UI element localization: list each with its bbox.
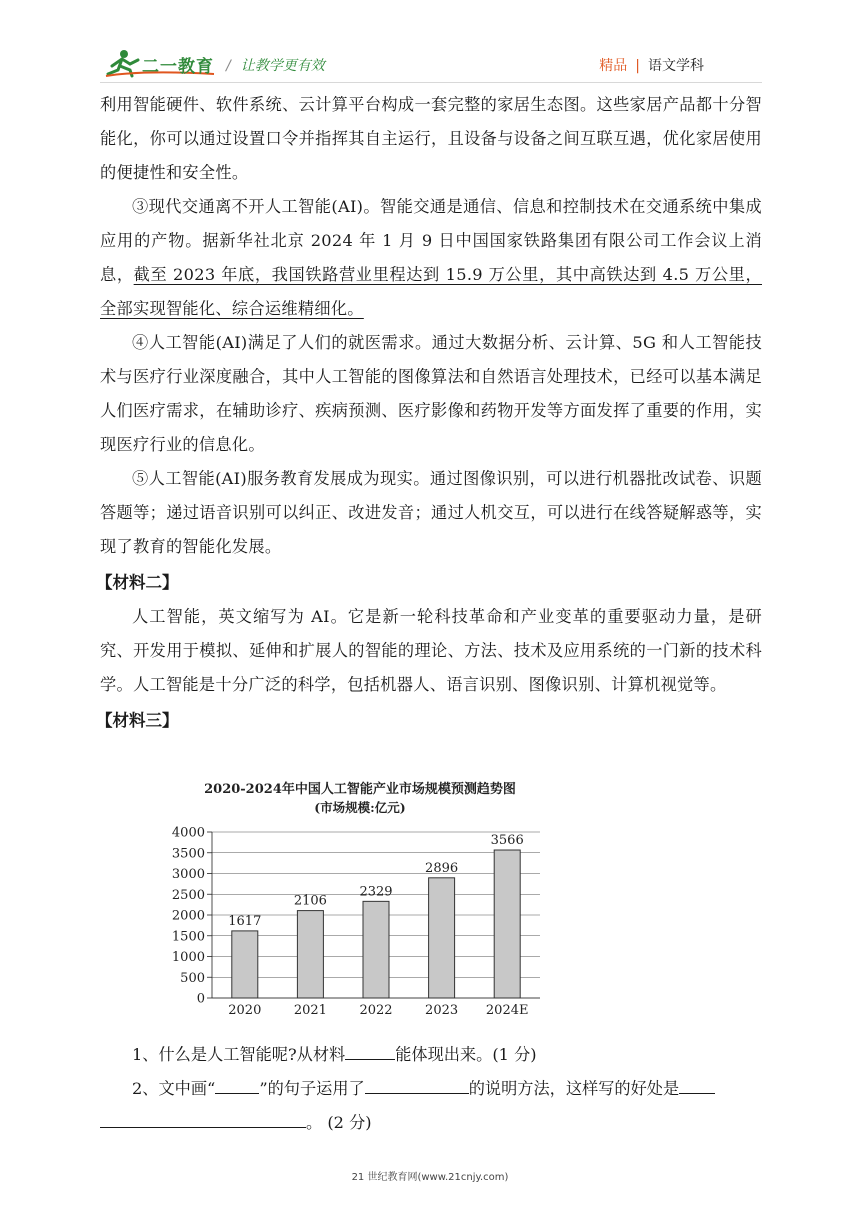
y-tick-label: 3500	[171, 846, 205, 862]
subject-label: 语文学科	[648, 58, 704, 74]
material-2-paragraph: 人工智能，英文缩写为 AI。它是新一轮科技革命和产业变革的重要驱动力量，是研究、开发用于模拟、延伸和扩展人的智能的理论、方法、技术及应用系统的一门新的技术科学。人工智能是十分广泛的科学，包括机器人、语言识别、图像识别、计算机视觉等。	[100, 607, 762, 694]
bar	[363, 901, 389, 998]
page-footer: 21 世纪教育网(www.21cnjy.com)	[351, 1172, 509, 1183]
x-tick-label: 2021	[293, 1003, 327, 1018]
paragraph-3	[100, 190, 762, 326]
question-2-text-a: 2、文中画“	[132, 1079, 216, 1098]
y-tick-label: 3000	[171, 867, 205, 882]
question-2-text-d: 。 (2 分)	[306, 1113, 372, 1132]
header-badges: 精品 | 语文学科	[599, 58, 704, 74]
header-divider	[100, 82, 762, 83]
material-3-title: 【材料三】	[96, 711, 179, 730]
chart-title: 2020-2024年中国人工智能产业市场规模预测趋势图	[204, 782, 516, 797]
question-2-blank-2[interactable]	[365, 1075, 469, 1094]
logo-text: 二一教育	[142, 57, 214, 77]
page-header	[0, 0, 860, 84]
paragraph-4: ④人工智能(AI)满足了人们的就医需求。通过大数据分析、云计算、5G 和人工智能技术与医疗行业深度融合，其中人工智能的图像算法和自然语言处理技术，已经可以基本满足人们医疗需求，在辅助诊疗、疾病预测、医疗影像和药物开发等方面发挥了重要的作用，实现医疗行业的信息化。	[100, 333, 762, 454]
y-tick-label: 1000	[171, 950, 205, 965]
data-label: 2896	[425, 860, 459, 876]
y-tick-label: 2000	[171, 908, 205, 924]
question-2-continued	[100, 1106, 762, 1140]
data-label: 2329	[359, 884, 393, 900]
x-tick-label: 2023	[425, 1003, 459, 1018]
question-1-text-a: 1、什么是人工智能呢?从材料	[132, 1045, 346, 1064]
slogan: / 让教学更有效	[226, 58, 325, 74]
data-label: 1617	[228, 913, 262, 929]
y-tick-label: 4000	[171, 825, 205, 841]
question-2-text-b: ”的句子运用了	[259, 1079, 365, 1098]
paragraph-5: ⑤人工智能(AI)服务教育发展成为现实。通过图像识别，可以进行机器批改试卷、识题答题等；递过语音识别可以纠正、改进发音；通过人机交互，可以进行在线答疑解惑等，实现了教育的智能化发展。	[100, 469, 762, 556]
underlined-sentence: 截至 2023 年底，我国铁路营业里程达到 15.9 万公里，其中高铁达到 4.5 万公里，全部实现智能化、综合运维精细化。	[100, 265, 762, 318]
y-tick-label: 0	[196, 991, 205, 1007]
data-label: 3566	[490, 833, 524, 849]
question-1-text-b: 能体现出来。(1 分)	[395, 1045, 537, 1064]
question-2-blank-3[interactable]	[679, 1075, 715, 1094]
slogan-text: 让教学更有效	[240, 58, 325, 74]
bar	[297, 911, 323, 998]
chart-plot	[170, 770, 550, 1020]
x-tick-label: 2020	[228, 1003, 262, 1018]
x-tick-label: 2022	[359, 1003, 393, 1018]
y-tick-label: 1500	[171, 929, 205, 945]
bar	[494, 850, 520, 998]
y-tick-label: 500	[180, 970, 205, 986]
market-size-chart	[170, 770, 550, 1020]
question-1-blank[interactable]	[345, 1041, 395, 1060]
bar	[429, 878, 455, 998]
bar	[232, 931, 258, 998]
quality-badge: 精品	[599, 58, 628, 74]
question-2-blank-4[interactable]	[100, 1109, 306, 1128]
material-2-title: 【材料二】	[96, 573, 179, 592]
x-tick-label: 2024E	[485, 1003, 529, 1018]
paragraph-1: 利用智能硬件、软件系统、云计算平台构成一套完整的家居生态图。这些家居产品都十分智能化，你可以通过设置口令并指挥其自主运行，且设备与设备之间互联互遇，优化家居使用的便捷性和安全性。	[100, 95, 762, 182]
question-1	[100, 1038, 762, 1072]
question-2-blank-1[interactable]	[215, 1075, 259, 1094]
article-body	[96, 88, 762, 738]
y-tick-label: 2500	[171, 887, 205, 903]
question-2-text-c: 的说明方法，这样写的好处是	[468, 1079, 680, 1098]
data-label: 2106	[293, 893, 327, 909]
chart-subtitle: (市场规模:亿元)	[314, 800, 406, 815]
paragraph-3-text: ③现代交通离不开人工智能(AI)。智能交通是通信、信息和控制技术在交通系统中集成应用的产物。据新华社北京 2024 年 1 月 9 日中国国家铁路集团有限公司工作会议上消息，	[100, 197, 762, 284]
question-2	[100, 1072, 762, 1106]
